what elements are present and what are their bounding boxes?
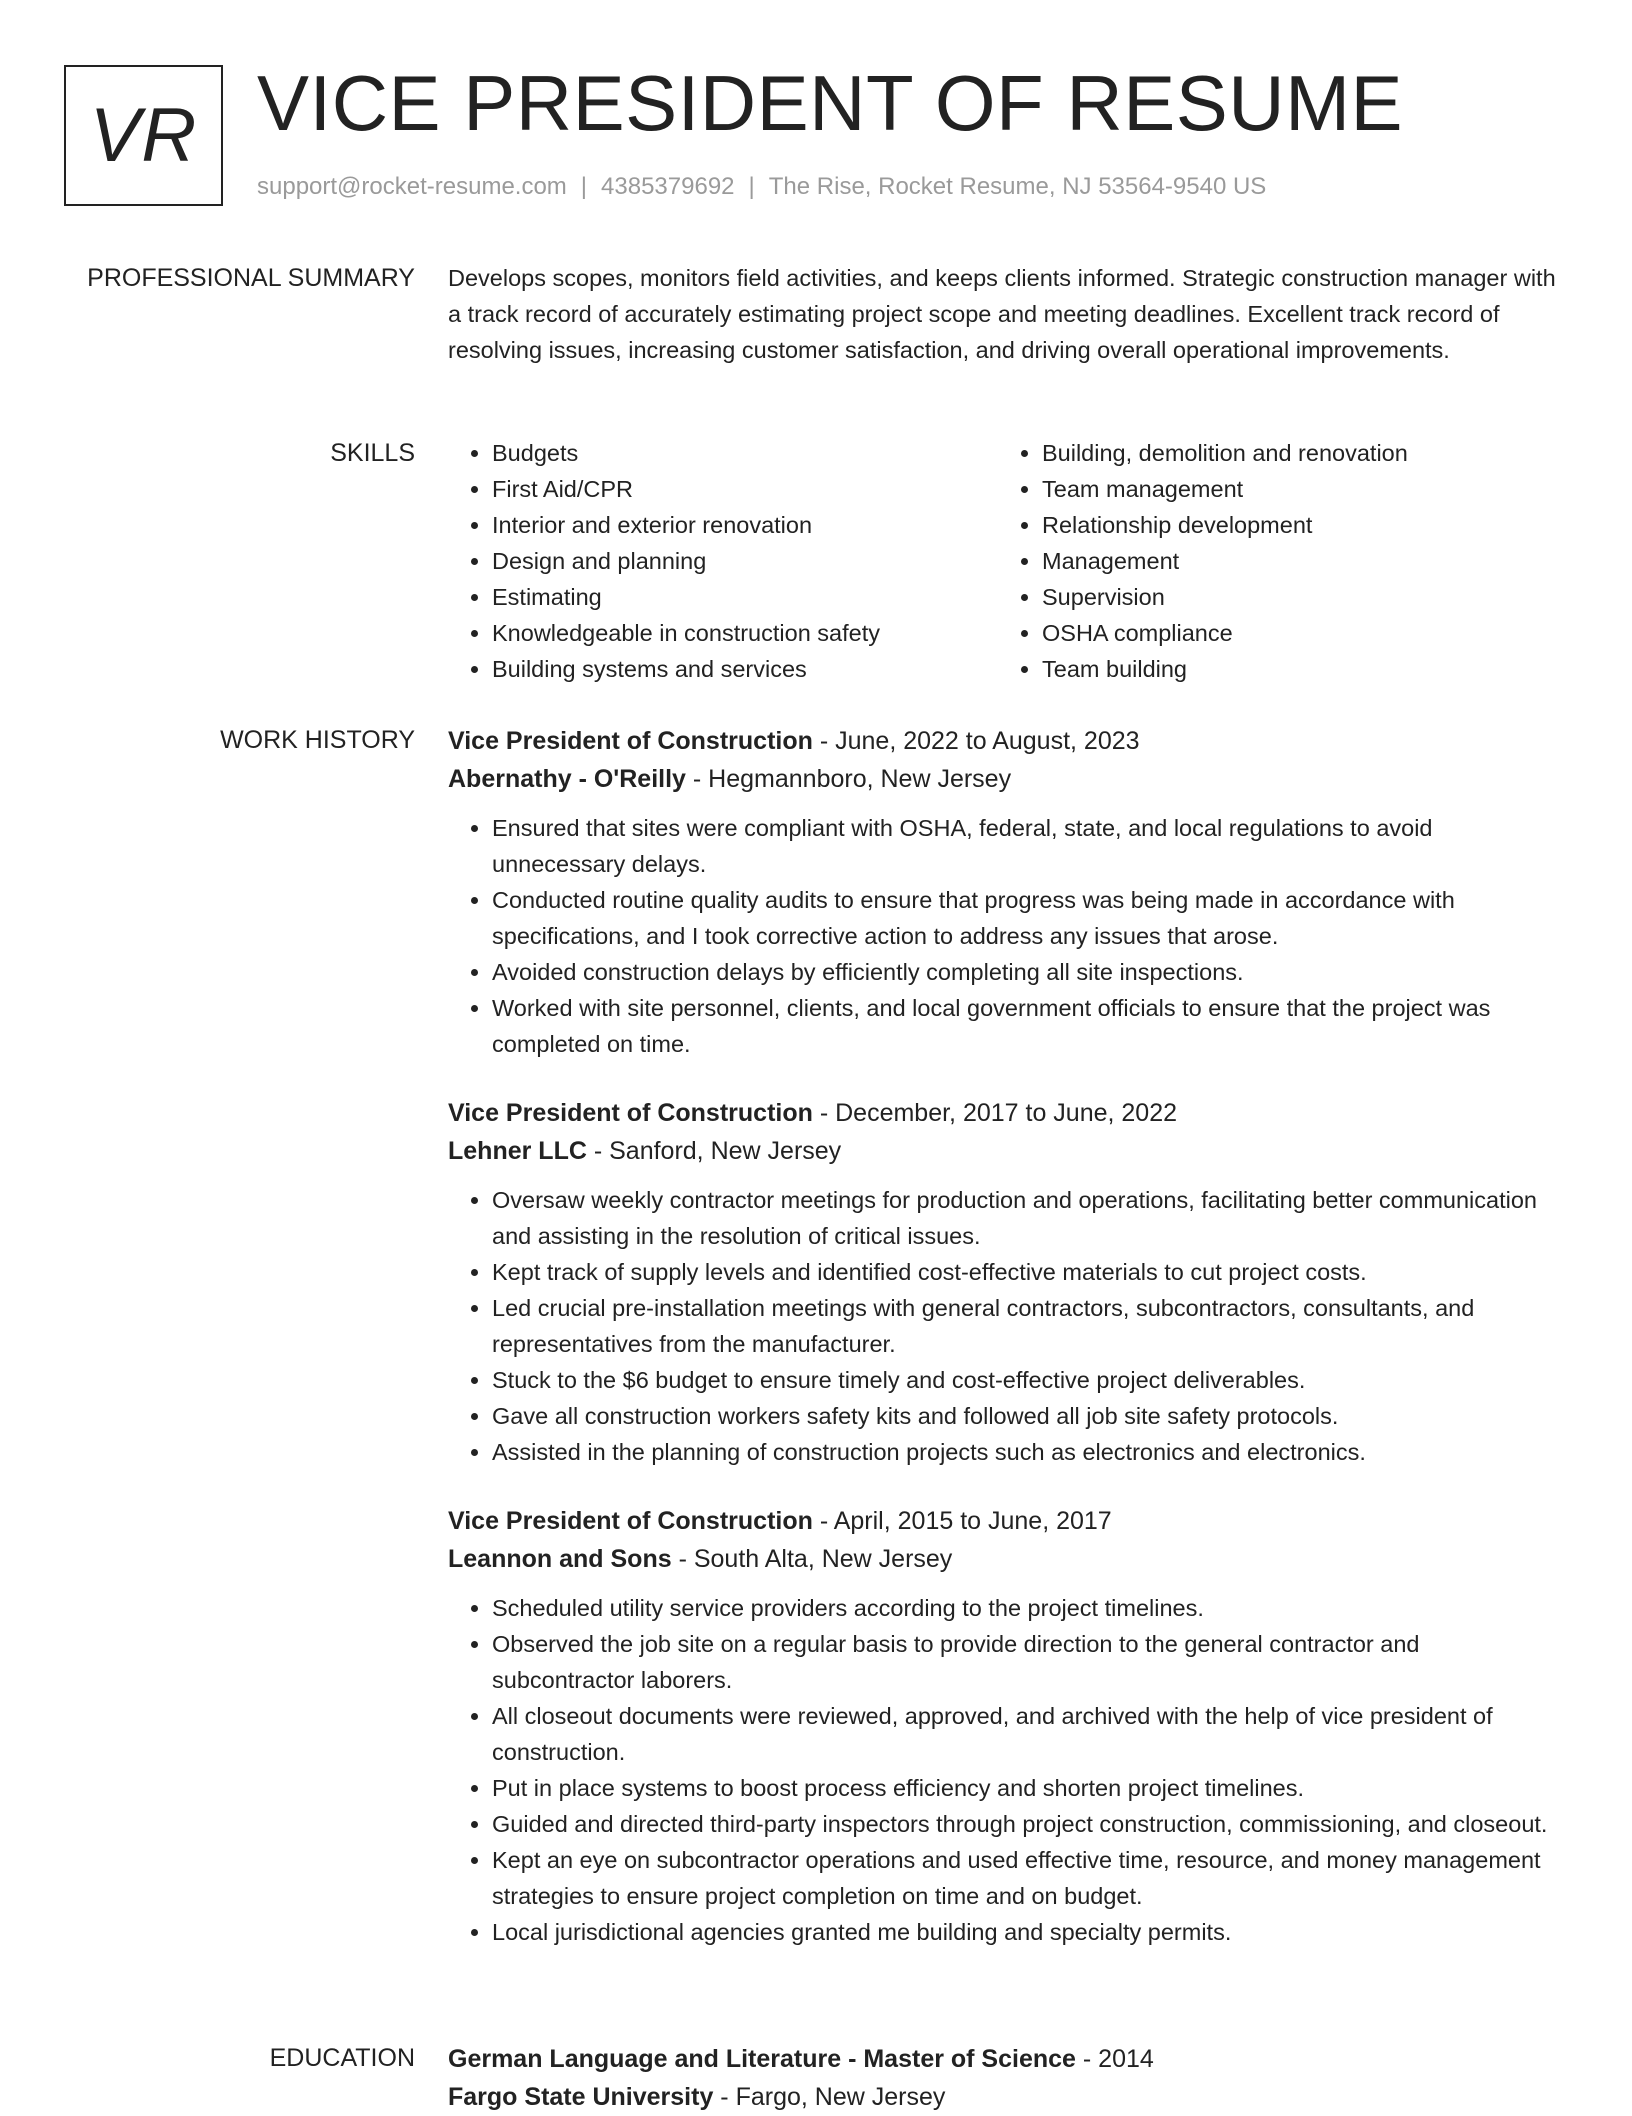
job-bullet: • Gave all construction workers safety kits and followed all job site safety protocols. xyxy=(492,1398,1568,1434)
job-role: Vice President of Construction xyxy=(448,1099,813,1127)
work-history-body xyxy=(448,722,1568,1982)
contact-phone: 4385379692 xyxy=(601,173,735,200)
contact-address: The Rise, Rocket Resume, NJ 53564-9540 US xyxy=(768,173,1267,200)
skills-body xyxy=(448,435,1568,687)
skill-item: • Team building xyxy=(1042,651,1548,687)
job-bullet: • Put in place systems to boost process efficiency and shorten project timelines. xyxy=(492,1770,1568,1806)
job-company: Abernathy - O'Reilly xyxy=(448,765,686,793)
job-dates: - June, 2022 to August, 2023 xyxy=(812,727,1140,755)
education-degree-line xyxy=(448,2040,1568,2078)
job-bullet: • Kept track of supply levels and identified cost-effective materials to cut project costs. xyxy=(492,1254,1568,1290)
work-history-title: WORK HISTORY xyxy=(220,726,415,754)
job-bullet: • Stuck to the $6 budget to ensure timely and cost-effective project deliverables. xyxy=(492,1362,1568,1398)
skill-item: • Relationship development xyxy=(1042,507,1548,543)
job-bullet: • Local jurisdictional agencies granted me building and specialty permits. xyxy=(492,1914,1568,1950)
job-dates: - December, 2017 to June, 2022 xyxy=(812,1099,1178,1127)
monogram-logo: VR xyxy=(64,65,223,206)
contact-separator: | xyxy=(748,173,755,200)
job-entry xyxy=(448,1502,1568,1950)
skill-item: • Design and planning xyxy=(492,543,998,579)
job-bullet: • Ensured that sites were compliant with OSHA, federal, state, and local regulations to avoid unnecessary delays. xyxy=(492,810,1568,882)
job-dates: - April, 2015 to June, 2017 xyxy=(812,1507,1112,1535)
job-title-line xyxy=(448,1502,1568,1540)
job-bullets xyxy=(448,1182,1568,1470)
education-location: - Fargo, New Jersey xyxy=(713,2083,946,2111)
skills-list-right xyxy=(998,435,1548,687)
job-bullet: • Observed the job site on a regular basis to provide direction to the general contractor and subcontractor laborers. xyxy=(492,1626,1568,1698)
job-bullet: • Kept an eye on subcontractor operations and used effective time, resource, and money management strategies to ensure project completion on time and on budget. xyxy=(492,1842,1568,1914)
skills-title: SKILLS xyxy=(330,439,415,467)
skills-columns xyxy=(448,435,1568,687)
job-bullet: • Guided and directed third-party inspectors through project construction, commissioning, and closeout. xyxy=(492,1806,1568,1842)
job-company-line xyxy=(448,1540,1568,1578)
job-entry xyxy=(448,722,1568,1062)
skill-item: • Team management xyxy=(1042,471,1548,507)
skill-item: • Management xyxy=(1042,543,1548,579)
job-location: - Sanford, New Jersey xyxy=(586,1137,842,1165)
education-body xyxy=(448,2040,1568,2116)
job-company: Leannon and Sons xyxy=(448,1545,672,1573)
contact-separator: | xyxy=(580,173,588,200)
resume-name: VICE PRESIDENT OF RESUME xyxy=(257,59,1404,147)
education-year: - 2014 xyxy=(1075,2045,1154,2073)
job-bullet: • All closeout documents were reviewed, approved, and archived with the help of vice president of construction. xyxy=(492,1698,1568,1770)
summary-title: PROFESSIONAL SUMMARY xyxy=(87,264,415,292)
skill-item: • First Aid/CPR xyxy=(492,471,998,507)
job-bullets xyxy=(448,810,1568,1062)
contact-line xyxy=(257,173,1266,201)
job-bullet: • Assisted in the planning of construction projects such as electronics and electronics. xyxy=(492,1434,1568,1470)
education-school-line xyxy=(448,2078,1568,2116)
job-company-line xyxy=(448,1132,1568,1170)
job-bullet: • Conducted routine quality audits to ensure that progress was being made in accordance with specifications, and I took corrective action to address any issues that arose. xyxy=(492,882,1568,954)
job-location: - South Alta, New Jersey xyxy=(671,1545,953,1573)
summary-body xyxy=(448,260,1568,368)
skill-item: • Knowledgeable in construction safety xyxy=(492,615,998,651)
skill-item: • Estimating xyxy=(492,579,998,615)
job-role: Vice President of Construction xyxy=(448,1507,813,1535)
job-title-line xyxy=(448,722,1568,760)
education-school: Fargo State University xyxy=(448,2083,714,2111)
job-location: - Hegmannboro, New Jersey xyxy=(685,765,1012,793)
job-role: Vice President of Construction xyxy=(448,727,813,755)
skill-item: • OSHA compliance xyxy=(1042,615,1548,651)
resume-header xyxy=(64,59,1564,210)
job-bullet: • Scheduled utility service providers according to the project timelines. xyxy=(492,1590,1568,1626)
job-bullet: • Avoided construction delays by efficiently completing all site inspections. xyxy=(492,954,1568,990)
job-bullet: • Oversaw weekly contractor meetings for production and operations, facilitating better communication and assisting in the resolution of critical issues. xyxy=(492,1182,1568,1254)
job-entry xyxy=(448,1094,1568,1470)
education-title: EDUCATION xyxy=(269,2044,415,2072)
job-title-line xyxy=(448,1094,1568,1132)
contact-email: support@rocket-resume.com xyxy=(257,173,567,200)
skill-item: • Budgets xyxy=(492,435,998,471)
skill-item: • Building, demolition and renovation xyxy=(1042,435,1548,471)
skill-item: • Supervision xyxy=(1042,579,1548,615)
job-bullet: • Worked with site personnel, clients, and local government officials to ensure that the project was completed on time. xyxy=(492,990,1568,1062)
job-bullet: • Led crucial pre-installation meetings with general contractors, subcontractors, consultants, and representatives from the manufacturer. xyxy=(492,1290,1568,1362)
skills-list-left xyxy=(448,435,998,687)
summary-text: Develops scopes, monitors field activities, and keeps clients informed. Strategic construction manager with a track record of accurately estimating project scope and meeting deadlines. Excellent track record of resolving issues, increasing customer satisfaction, and driving overall operational improvements. xyxy=(448,265,1556,363)
skill-item: • Interior and exterior renovation xyxy=(492,507,998,543)
job-company: Lehner LLC xyxy=(448,1137,587,1165)
skill-item: • Building systems and services xyxy=(492,651,998,687)
education-degree: German Language and Literature - Master of Science xyxy=(448,2045,1076,2073)
job-bullets xyxy=(448,1590,1568,1950)
job-company-line xyxy=(448,760,1568,798)
